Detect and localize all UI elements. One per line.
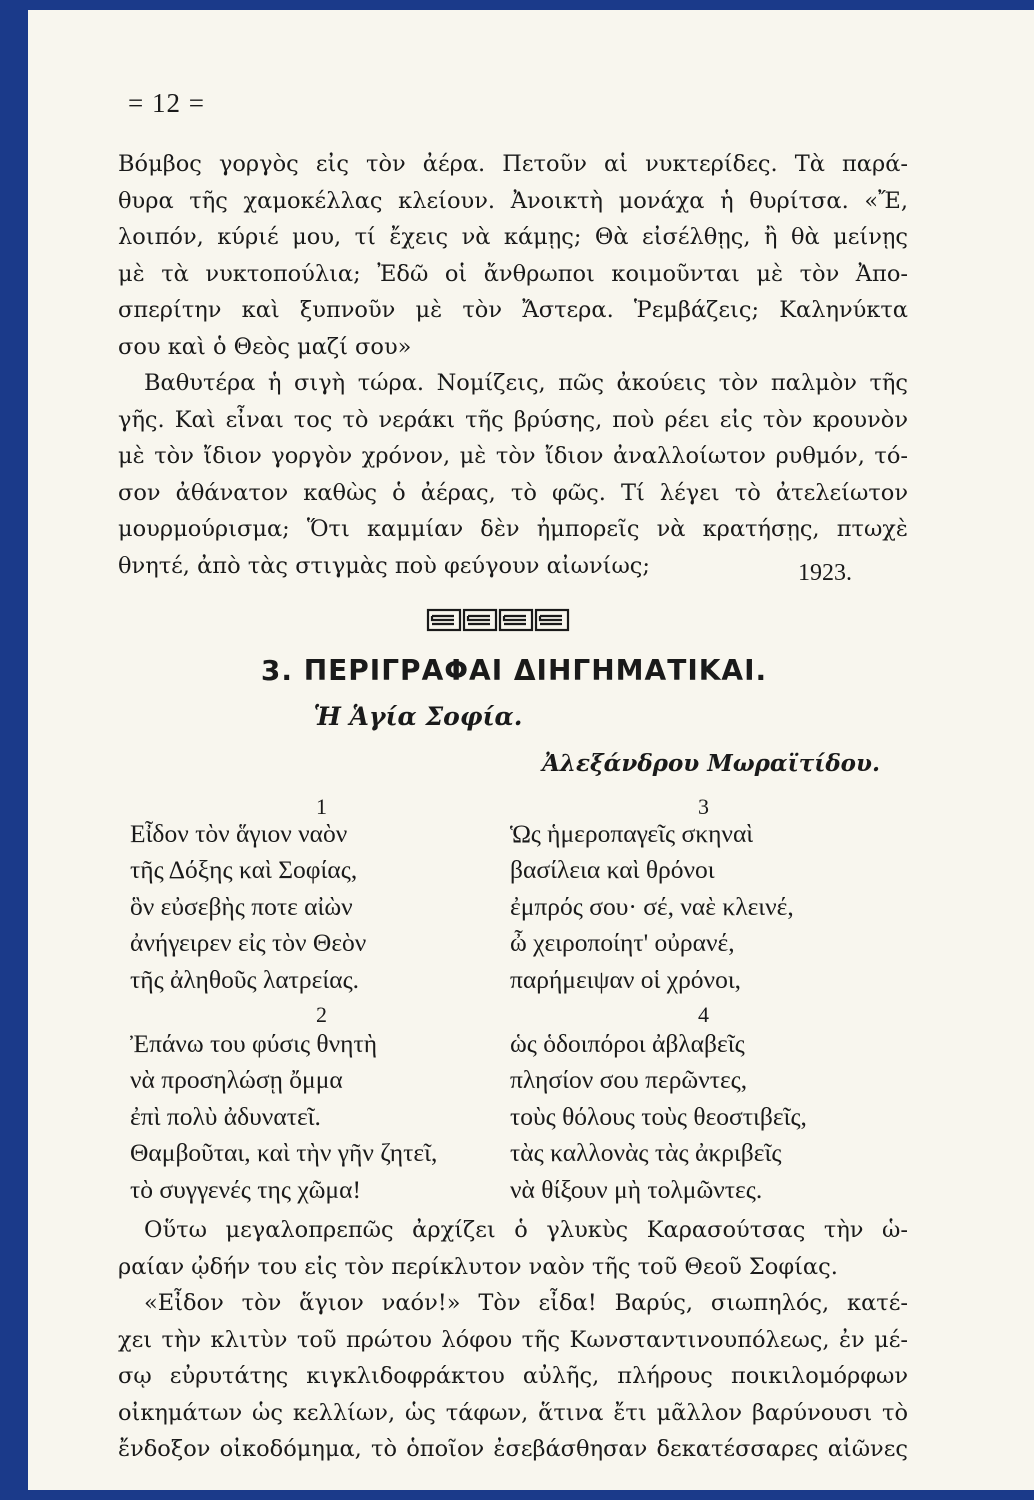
text-line: «Εἶδον τὸν ἅγιον ναόν!» Τὸν εἶδα! Βαρύς, σιωπηλός, κατέ- — [144, 1290, 908, 1316]
verse-line: τὸ συγγενές της χῶμα! — [130, 1174, 361, 1204]
verse-line: ἐμπρός σου· σέ, ναὲ κλεινέ, — [510, 891, 794, 921]
article-title: Ἡ Ἁγία Σοφία. — [313, 702, 523, 731]
verse-line: παρήμειψαν οἱ χρόνοι, — [510, 964, 742, 994]
stanza-number: 4 — [698, 1002, 709, 1027]
verse-line: Ἐπάνω του φύσις θνητὴ — [130, 1029, 378, 1058]
verse-line: νὰ προσηλώσῃ ὄμμα — [130, 1065, 343, 1095]
book-page — [28, 10, 1034, 1490]
text-line: σου καὶ ὁ Θεὸς μαζί σου» — [118, 333, 412, 360]
poem-stanza — [130, 1026, 437, 1208]
text-line: θυρα τῆς χαμοκέλλας κλείουν. Ἀνοικτὴ μονάχα ἡ θυρίτσα. «Ἔ, — [118, 187, 908, 214]
poem-stanza — [510, 1026, 807, 1208]
text-line: γῆς. Καὶ εἶναι τος τὸ νεράκι τῆς βρύσης, ποὺ ρέει εἰς τὸν κρουνὸν — [118, 406, 908, 433]
poem-stanza — [510, 816, 794, 998]
text-line: χει τὴν κλιτὺν τοῦ πρώτου λόφου τῆς Κωνσταντινουπόλεως, ἐν μέ- — [118, 1326, 908, 1353]
verse-line: ὃν εὐσεβὴς ποτε αἰὼν — [130, 891, 353, 921]
verse-line: τῆς ἀληθοῦς λατρείας. — [130, 964, 360, 994]
verse-line: ὦ χειροποίητ' οὐρανέ, — [510, 928, 735, 958]
ornament-divider — [426, 608, 570, 632]
verse-line: νὰ θίξουν μὴ τολμῶντες. — [510, 1174, 763, 1204]
prose-block-bottom — [118, 1212, 908, 1468]
prose-block-top — [118, 146, 908, 584]
paragraph-1 — [118, 146, 908, 365]
verse-line: Ὡς ἡμεροπαγεῖς σκηναὶ — [510, 819, 754, 848]
verse-line: τοὺς θόλους τοὺς θεοστιβεῖς, — [510, 1101, 807, 1131]
verse-line: τὰς καλλονὰς τὰς ἀκριβεῖς — [510, 1138, 782, 1168]
verse-line: ἀνήγειρεν εἰς τὸν Θεὸν — [130, 928, 367, 958]
text-line: λοιπόν, κύριέ μου, τί ἔχεις νὰ κάμῃς; Θὰ εἰσέλθῃς, ἢ θὰ μείνῃς — [118, 224, 908, 250]
stanza-number: 3 — [698, 794, 709, 819]
verse-line: ὡς ὁδοιπόροι ἀβλαβεῖς — [510, 1029, 745, 1058]
date: 1923. — [798, 560, 852, 586]
text-line: σον ἀθάνατον καθὼς ὁ ἀέρας, τὸ φῶς. Τί λέγει τὸ ἀτελείωτον — [118, 479, 908, 506]
text-line: μὲ τὰ νυκτοπούλια; Ἐδῶ οἱ ἄνθρωποι κοιμοῦνται μὲ τὸν Ἀπο- — [118, 260, 908, 287]
paragraph-3 — [118, 1212, 908, 1285]
text-line: Οὕτω μεγαλοπρεπῶς ἀρχίζει ὁ γλυκὺς Καρασούτσας τὴν ὡ- — [144, 1217, 908, 1243]
verse-line: Θαμβοῦται, καὶ τὴν γῆν ζητεῖ, — [130, 1138, 438, 1168]
stanza-number: 1 — [316, 794, 327, 819]
text-line: θνητέ, ἀπὸ τὰς στιγμὰς ποὺ φεύγουν αἰωνίως; — [118, 552, 650, 579]
text-line: ραίαν ᾠδήν του εἰς τὸν περίκλυτον ναὸν τῆς τοῦ Θεοῦ Σοφίας. — [118, 1253, 838, 1280]
verse-line: τῆς Δόξης καὶ Σοφίας, — [130, 855, 358, 885]
text-line: ἔνδοξον οἰκοδόμημα, τὸ ὁποῖον ἐσεβάσθησαν δεκατέσσαρες αἰῶνες — [118, 1436, 908, 1462]
text-line: μὲ τὸν ἴδιον γοργὸν χρόνον, μὲ τὸν ἴδιον ἀναλλοίωτον ρυθμόν, τό- — [118, 443, 908, 469]
verse-line: Εἶδον τὸν ἅγιον ναὸν — [130, 819, 348, 848]
text-line: σπερίτην καὶ ξυπνοῦν μὲ τὸν Ἄστερα. Ῥεμβάζεις; Καληνύκτα — [118, 297, 908, 323]
article-author: Ἀλεξάνδρου Μωραϊτίδου. — [542, 750, 880, 777]
text-line: μουρμούρισμα; Ὅτι καμμίαν δὲν ἠμπορεῖς νὰ κρατήσῃς, πτωχὲ — [118, 516, 908, 542]
paragraph-2 — [118, 365, 908, 584]
text-line: Βαθυτέρα ἡ σιγὴ τώρα. Νομίζεις, πῶς ἀκούεις τὸν παλμὸν τῆς — [144, 370, 908, 396]
page-number: = 12 = — [128, 88, 205, 118]
section-heading: 3. ΠΕΡΙΓΡΑΦΑΙ ΔΙΗΓΗΜΑΤΙΚΑΙ. — [260, 654, 768, 687]
verse-line: βασίλεια καὶ θρόνοι — [510, 855, 715, 885]
verse-line: ἐπὶ πολὺ ἀδυνατεῖ. — [130, 1101, 321, 1131]
stanza-number: 2 — [316, 1002, 327, 1027]
paragraph-4 — [118, 1285, 908, 1468]
text-line: οἰκημάτων ὡς κελλίων, ὡς τάφων, ἅτινα ἔτι μᾶλλον βαρύνουσι τὸ — [118, 1399, 908, 1426]
verse-line: πλησίον σου περῶντες, — [510, 1065, 748, 1095]
text-line: σῳ εὐρυτάτης κιγκλιδοφράκτου αὐλῆς, πλήρους ποικιλομόρφων — [118, 1363, 908, 1389]
text-line: Βόμβος γοργὸς εἰς τὸν ἀέρα. Πετοῦν αἱ νυκτερίδες. Τὰ παρά- — [118, 151, 908, 177]
poem-stanza — [130, 816, 366, 998]
